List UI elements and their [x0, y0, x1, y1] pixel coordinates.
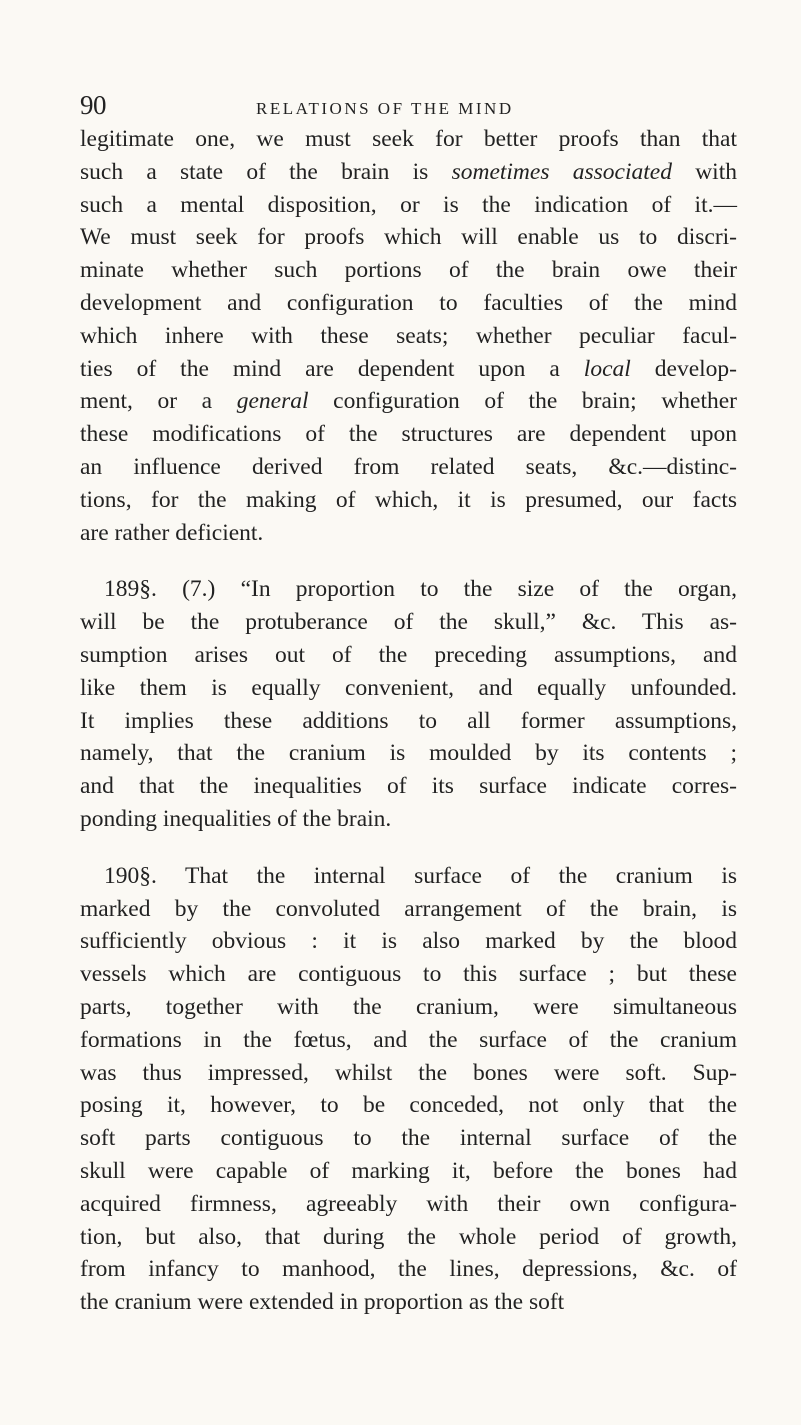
text-line — [80, 1188, 737, 1221]
text-run: skull were capable of marking it, before the bones had — [80, 1157, 737, 1184]
text-run: acquired firmness, agreeably with their own configura- — [80, 1190, 737, 1217]
italic-run: general — [236, 388, 309, 415]
paragraph-gap — [80, 549, 737, 573]
text-line — [80, 803, 737, 836]
page-number: 90 — [80, 90, 106, 120]
text-run: with — [671, 158, 737, 185]
text-line — [80, 573, 737, 606]
text-run: 190§. That the internal surface of the cranium is — [104, 862, 737, 889]
text-line — [80, 925, 737, 958]
text-run: are rather deficient. — [80, 519, 264, 546]
text-run: namely, that the cranium is moulded by its contents ; — [80, 740, 737, 767]
text-run: It implies these additions to all former assumptions, — [80, 707, 737, 734]
text-line — [80, 737, 737, 770]
text-line — [80, 517, 737, 550]
text-line — [80, 672, 737, 705]
text-line — [80, 860, 737, 893]
text-line — [80, 287, 737, 320]
text-run: will be the protuberance of the skull,” &c. This as- — [80, 609, 737, 636]
text-run: develop- — [630, 355, 737, 382]
text-run: such a state of the brain is — [80, 158, 452, 185]
text-run: We must seek for proofs which will enable us to discri- — [80, 224, 737, 251]
paragraph — [80, 123, 737, 549]
text-run: these modifications of the structures are dependent upon — [80, 421, 737, 448]
text-line — [80, 1253, 737, 1286]
text-run: such a mental disposition, or is the indication of it.— — [80, 191, 737, 218]
text-run: minate whether such portions of the brain owe their — [80, 257, 737, 284]
text-run: ment, or a — [80, 388, 237, 415]
text-run: marked by the convoluted arrangement of the brain, is — [80, 895, 737, 922]
text-run: was thus impressed, whilst the bones were soft. Sup- — [80, 1059, 737, 1086]
text-line — [80, 254, 737, 287]
text-line — [80, 385, 737, 418]
text-line — [80, 320, 737, 353]
text-run: configuration of the brain; whether — [308, 388, 738, 415]
text-run: ponding inequalities of the brain. — [80, 805, 392, 832]
text-line — [80, 189, 737, 222]
text-line — [80, 1286, 737, 1319]
text-run: and that the inequalities of its surface indicate corres- — [80, 773, 737, 800]
text-line — [80, 1024, 737, 1057]
text-run: formations in the fœtus, and the surface of the cranium — [80, 1026, 737, 1053]
text-line — [80, 1155, 737, 1188]
text-run: vessels which are contiguous to this surface ; but these — [80, 961, 737, 988]
text-line — [80, 639, 737, 672]
text-run: which inhere with these seats; whether peculiar facul- — [80, 322, 737, 349]
text-run: tions, for the making of which, it is presumed, our facts — [80, 486, 737, 513]
text-line — [80, 418, 737, 451]
text-run: sumption arises out of the preceding assumptions, and — [80, 641, 737, 668]
paragraph-gap — [80, 836, 737, 860]
text-line — [80, 1057, 737, 1090]
text-run: soft parts contiguous to the internal surface of the — [80, 1125, 737, 1152]
text-line — [80, 221, 737, 254]
text-run: development and configuration to faculties of the mind — [80, 289, 737, 316]
text-run: like them is equally convenient, and equally unfounded. — [80, 674, 737, 701]
text-line — [80, 770, 737, 803]
text-line — [80, 1221, 737, 1254]
text-run: parts, together with the cranium, were simultaneous — [80, 993, 737, 1020]
text-run: from infancy to manhood, the lines, depressions, &c. of — [80, 1256, 737, 1283]
paragraph — [80, 573, 737, 835]
running-title: RELATIONS OF THE MIND — [256, 99, 514, 118]
text-run: ties of the mind are dependent upon a — [80, 355, 584, 382]
text-run: the cranium were extended in proportion as the soft — [80, 1289, 565, 1316]
text-run: legitimate one, we must seek for better proofs than that — [80, 126, 737, 152]
text-line — [80, 451, 737, 484]
text-line — [80, 1089, 737, 1122]
text-line — [80, 958, 737, 991]
italic-run: local — [583, 355, 631, 382]
text-run: sufficiently obvious : it is also marked by the blood — [80, 928, 737, 955]
text-line — [80, 705, 737, 738]
text-line — [80, 123, 737, 156]
text-line — [80, 353, 737, 386]
text-run: an influence derived from related seats, &c.—distinc- — [80, 453, 737, 480]
page-header — [80, 90, 740, 121]
italic-run: sometimes associated — [451, 158, 672, 185]
page-body — [80, 123, 737, 1319]
text-run: posing it, however, to be conceded, not only that the — [80, 1092, 737, 1119]
text-line — [80, 484, 737, 517]
text-line — [80, 606, 737, 639]
text-line — [80, 1122, 737, 1155]
text-line — [80, 991, 737, 1024]
paragraph — [80, 860, 737, 1319]
text-run: tion, but also, that during the whole period of growth, — [80, 1223, 737, 1250]
text-run: 189§. (7.) “In proportion to the size of the organ, — [104, 576, 737, 603]
text-line — [80, 156, 737, 189]
text-line — [80, 893, 737, 926]
